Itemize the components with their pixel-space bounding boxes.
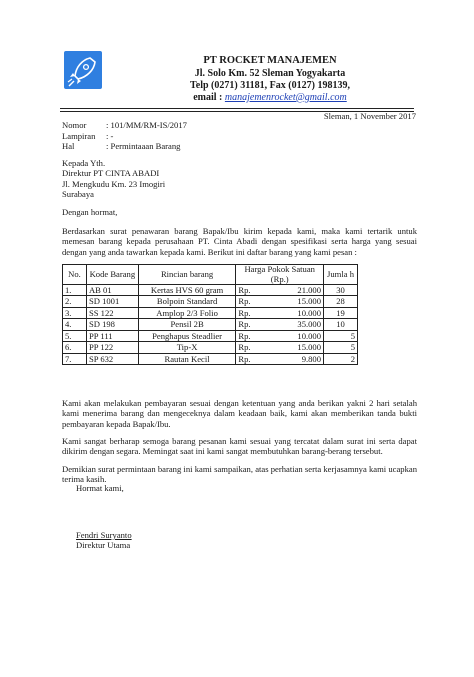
- price-value: 9.800: [301, 353, 322, 364]
- cell-detail: Rautan Kecil: [138, 353, 236, 364]
- cell-qty: 19: [324, 307, 358, 318]
- price-value: 21.000: [297, 285, 322, 295]
- closing-regards: Hormat kami,: [76, 483, 124, 493]
- price-value: 15.000: [297, 342, 322, 353]
- recipient-city: Surabaya: [62, 189, 94, 200]
- cell-qty: 10: [324, 319, 358, 330]
- cell-price: [236, 307, 324, 318]
- rocket-logo-icon: [63, 50, 103, 90]
- recipient-block: [62, 158, 165, 200]
- cell-no: 6.: [63, 342, 87, 353]
- email-link[interactable]: manajemenrocket@gmail.com: [224, 91, 347, 103]
- cell-qty: 28: [324, 296, 358, 307]
- cell-code: SP 632: [86, 353, 138, 364]
- cell-code: SD 1001: [86, 296, 138, 307]
- cell-code: AB 01: [86, 285, 138, 296]
- meta-value: : Permintaaan Barang: [106, 141, 181, 152]
- letterhead: [110, 55, 430, 104]
- signature-block: [76, 530, 132, 551]
- price-currency: Rp.: [238, 342, 251, 353]
- table-row: [63, 285, 358, 296]
- company-phone: Telp (0271) 31181, Fax (0127) 198139,: [190, 79, 350, 91]
- cell-code: SS 122: [86, 307, 138, 318]
- company-name: PT ROCKET MANAJEMEN: [203, 55, 337, 66]
- table-row: [63, 319, 358, 330]
- meta-value: : 101/MM/RM-IS/2017: [106, 120, 187, 130]
- cell-qty: 2: [324, 353, 358, 364]
- cell-no: 3.: [63, 307, 87, 318]
- table-row: [63, 342, 358, 353]
- cell-no: 1.: [63, 285, 87, 296]
- cell-detail: Pensil 2B: [138, 319, 236, 330]
- cell-no: 5.: [63, 330, 87, 341]
- cell-detail: Bolpoin Standard: [138, 296, 236, 307]
- table-row: [63, 307, 358, 318]
- letter-date: Sleman, 1 November 2017: [323, 111, 416, 121]
- meta-value: : -: [106, 130, 114, 141]
- cell-detail: Penghapus Steadlier: [138, 330, 236, 341]
- recipient-name: Direktur PT CINTA ABADI: [62, 168, 160, 179]
- price-value: 10.000: [297, 330, 322, 341]
- paragraph-hope: Kami sangat berharap semoga barang pesanan kami sesuai yang tercatat dalam surat ini serta dapat dikirim dengan segara. Memingat saat ini kami sangat membutuhkan barang-berang tersebut.: [62, 436, 417, 457]
- cell-no: 4.: [63, 319, 87, 330]
- price-currency: Rp.: [238, 319, 251, 330]
- cell-qty: 30: [324, 285, 358, 296]
- meta-key: Hal: [62, 141, 75, 152]
- table-row: [63, 353, 358, 364]
- cell-code: PP 111: [86, 330, 138, 341]
- paragraph-closing: Demikian surat permintaan barang ini kami sampaikan, atas perhatian serta kerjasamnya kami ucapkan terima kasih.: [62, 464, 417, 485]
- table-row: [63, 296, 358, 307]
- cell-no: 2.: [63, 296, 87, 307]
- header-rule-thick: [60, 108, 414, 109]
- paragraph-intro: Berdasarkan surat penawaran barang Bapak/Ibu kirim kepada kami, maka kami tertarik untuk memesan barang kepada perusahaan PT. Cinta Abadi dengan spesifikasi serta harga yang sesuai dengan yang anda tawarkan kepada kami. Berikut ini daftar barang yang kami pesan :: [62, 226, 417, 257]
- greeting: Dengan hormat,: [62, 207, 118, 217]
- paragraph-payment: Kami akan melakukan pembayaran sesuai dengan ketentuan yang anda berikan yakni 2 hari setalah kami menerima barang dan mengeceknya dalam keadaan baik, kami akan memberikan tanda bukti pembayaran kepada Bapak/Ibu.: [62, 398, 417, 429]
- cell-detail: Tip-X: [138, 342, 236, 353]
- cell-detail: Kertas HVS 60 gram: [138, 285, 236, 296]
- cell-price: [236, 296, 324, 307]
- price-currency: Rp.: [238, 330, 251, 341]
- email-label: email :: [193, 91, 225, 103]
- cell-qty: 5: [324, 330, 358, 341]
- header-detail: Rincian barang: [138, 265, 236, 285]
- price-currency: Rp.: [238, 307, 251, 318]
- header-qty: Jumla h: [324, 265, 358, 285]
- company-email-line: [110, 92, 430, 104]
- header-code: Kode Barang: [86, 265, 138, 285]
- cell-price: [236, 319, 324, 330]
- letter-meta: [62, 120, 187, 152]
- cell-price: [236, 353, 324, 364]
- cell-code: SD 198: [86, 319, 138, 330]
- signer-title: Direktur Utama: [76, 540, 131, 551]
- price-currency: Rp.: [238, 285, 251, 295]
- order-table: [62, 264, 358, 365]
- header-no: No.: [63, 265, 87, 285]
- price-value: 10.000: [297, 307, 322, 318]
- cell-code: PP 122: [86, 342, 138, 353]
- signer-name: Fendri Suryanto: [76, 530, 132, 540]
- price-value: 35.000: [297, 319, 322, 330]
- cell-price: [236, 285, 324, 296]
- header-price: Harga Pokok Satuan (Rp.): [236, 265, 324, 285]
- price-currency: Rp.: [238, 296, 251, 307]
- table-header-row: [63, 265, 358, 285]
- meta-key: Nomor: [62, 120, 87, 130]
- cell-detail: Amplop 2/3 Folio: [138, 307, 236, 318]
- cell-price: [236, 330, 324, 341]
- price-value: 15.000: [297, 296, 322, 307]
- price-currency: Rp.: [238, 353, 251, 364]
- table-row: [63, 330, 358, 341]
- cell-no: 7.: [63, 353, 87, 364]
- meta-row-nomor: [62, 120, 187, 131]
- recipient-to: Kepada Yth.: [62, 158, 106, 168]
- meta-key: Lampiran: [62, 130, 96, 141]
- recipient-street: Jl. Mengkudu Km. 23 Imogiri: [62, 178, 166, 189]
- cell-price: [236, 342, 324, 353]
- meta-row-hal: [62, 141, 187, 152]
- company-address: Jl. Solo Km. 52 Sleman Yogyakarta: [194, 67, 346, 79]
- meta-row-lampiran: [62, 131, 187, 142]
- cell-qty: 5: [324, 342, 358, 353]
